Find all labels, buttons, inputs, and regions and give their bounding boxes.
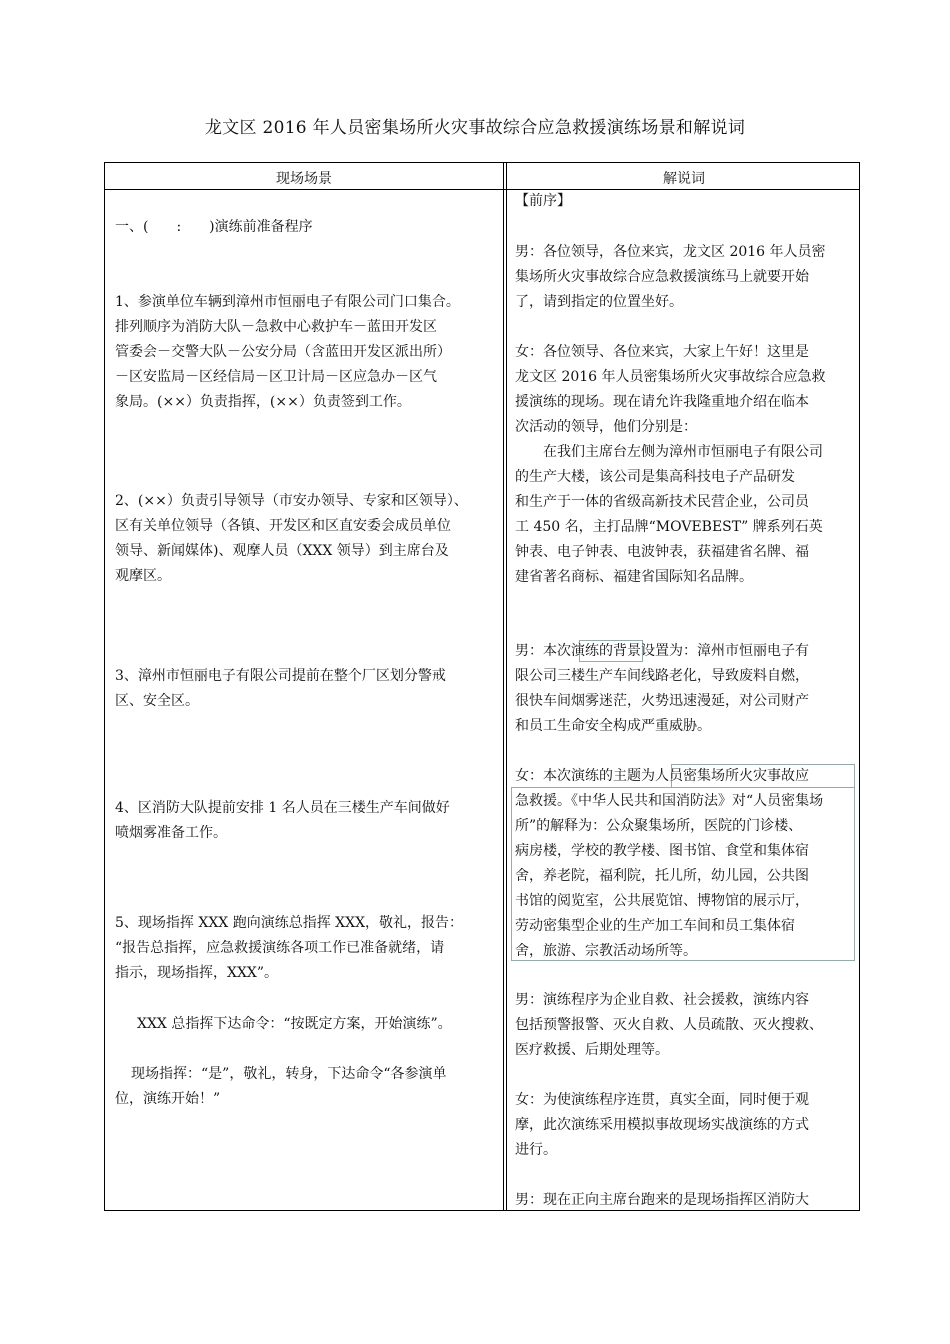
- header-narration: 解说词: [663, 171, 705, 187]
- scene-item-4: 4、区消防大队提前安排 1 名人员在三楼生产车间做好 喷烟雾准备工作。: [115, 800, 450, 841]
- scene-item-7: 现场指挥：“是”，敬礼，转身，下达命令“各参演单 位，演练开始！”: [115, 1066, 447, 1107]
- narration-preface: 【前序】: [515, 193, 571, 209]
- narration-company-intro: 在我们主席台左侧为漳州市恒丽电子有限公司 的生产大楼，该公司是集高科技电子产品研发 和生产于一体的省级高新技术民营企业，公司员 工 450 名，主打品牌“MOVEBEST” 牌系列石英 钟表、电子钟表、电波钟表，获福建省名牌、福 建省著名商标、福建省国际知名品牌。: [515, 444, 823, 585]
- scene-item-3: 3、漳州市恒丽电子有限公司提前在整个厂区划分警戒 区、安全区。: [115, 668, 446, 709]
- header-scene: 现场场景: [276, 171, 332, 187]
- scene-section-heading: 一、( : )演练前准备程序: [115, 219, 313, 235]
- column-divider: [503, 163, 504, 1210]
- scene-item-6: XXX 总指挥下达命令：“按既定方案，开始演练”。: [137, 1016, 452, 1032]
- narration-theme: 女：本次演练的主题为人员密集场所火灾事故应 急救援。《中华人民共和国消防法》对“人员密集场 所”的解释为：公众聚集场所，医院的门诊楼、 病房楼，学校的教学楼、图书馆、食堂和集体宿 舍，养老院，福利院，托儿所，幼儿园，公共图 书馆的阅览室，公共展览馆、博物馆的展示厅， 劳动密集型企业的生产加工车间和员工集体宿 舍，旅游、宗教活动场所等。: [515, 768, 824, 959]
- scene-item-2: 2、(××）负责引导领导（市安办领导、专家和区领导）、 区有关单位领导（各镇、开发区和区直安委会成员单位 领导、新闻媒体)、观摩人员（XXX 领导）到主席台及 观摩区。: [115, 493, 468, 584]
- narration-commander: 男：现在正向主席台跑来的是现场指挥区消防大: [515, 1192, 809, 1208]
- narration-background: 男：本次演练的背景设置为：漳州市恒丽电子有 限公司三楼生产车间线路老化，导致废料自燃， 很快车间烟雾迷茫，火势迅速漫延，对公司财产 和员工生命安全构成严重威胁。: [515, 643, 809, 734]
- scene-item-5: 5、现场指挥 XXX 跑向演练总指挥 XXX，敬礼，报告： “报告总指挥，应急救援演练各项工作已准备就绪，请 指示，现场指挥，XXX”。: [115, 915, 464, 981]
- document-title: 龙文区 2016 年人员密集场所火灾事故综合应急救援演练场景和解说词: [204, 118, 746, 138]
- script-table: [104, 162, 860, 1211]
- narration-procedure: 男：演练程序为企业自救、社会援救，演练内容 包括预警报警、灭火自救、人员疏散、灭火搜救、 医疗救援、后期处理等。: [515, 992, 823, 1058]
- narration-male-1: 男：各位领导，各位来宾，龙文区 2016 年人员密 集场所火灾事故综合应急救援演练马上就要开始 了，请到指定的位置坐好。: [515, 244, 826, 310]
- narration-method: 女：为使演练程序连贯，真实全面，同时便于观 摩，此次演练采用模拟事故现场实战演练的方式 进行。: [515, 1092, 809, 1158]
- scene-item-1: 1、参演单位车辆到漳州市恒丽电子有限公司门口集合。 排列顺序为消防大队－急救中心救护车－蓝田开发区 管委会－交警大队－公安分局（含蓝田开发区派出所） －区安监局－区经信局－区卫计局－区应急办－区气 象局。(××）负责指挥，(××）负责签到工作。: [115, 294, 460, 410]
- narration-female-1: 女：各位领导、各位来宾，大家上午好！这里是 龙文区 2016 年人员密集场所火灾事故综合应急救 援演练的现场。现在请允许我隆重地介绍在临本 次活动的领导，他们分别是：: [515, 344, 826, 435]
- column-divider-inner: [506, 163, 507, 1210]
